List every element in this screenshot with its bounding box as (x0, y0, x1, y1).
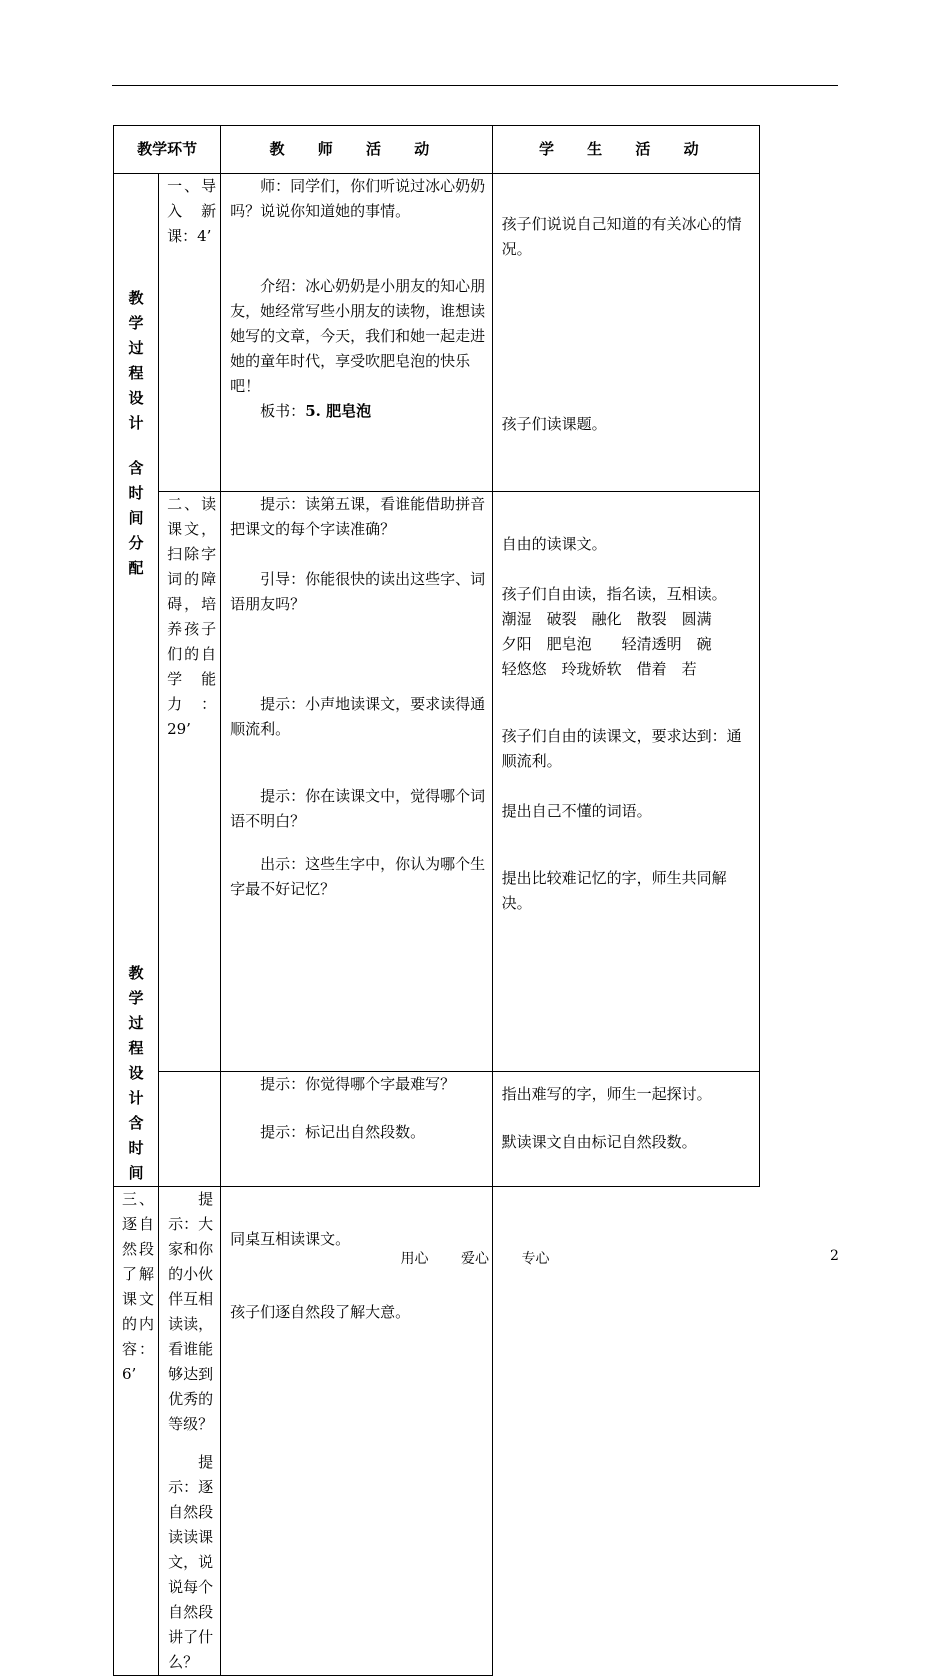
phase-4: 三、逐自然段了解课文的内容：6’ (114, 1187, 159, 1676)
teacher-activity-4: 提示：大家和你的小伙伴互相读读，看谁能够达到优秀的等级？ 提示：逐自然段读读课文，说说每个自然段讲了什么？ (159, 1187, 221, 1676)
student-activity-4: 同桌互相读课文。 孩子们逐自然段了解大意。 (221, 1187, 492, 1676)
header-teaching-stage: 教学环节 (114, 126, 221, 174)
board-title: 5. 肥皂泡 (305, 402, 372, 420)
lesson-plan-table (113, 125, 760, 1676)
word-list: 轻悠悠 玲珑娇软 借着 若 (501, 659, 697, 678)
word-list: 潮湿 破裂 融化 散裂 圆满 (501, 609, 712, 628)
phase-2: 二、读课文，扫除字词的障碍，培养孩子们的自学能力：29’ (159, 491, 221, 1071)
header-teacher-activity: 教 师 活 动 (221, 126, 492, 174)
footer-item: 爱心 (461, 1251, 489, 1267)
footer-item: 用心 (400, 1251, 429, 1267)
teacher-activity-1: 师：同学们，你们听说过冰心奶奶吗？说说你知道她的事情。 介绍：冰心奶奶是小朋友的知心朋友，她经常写些小朋友的读物，谁想读她写的文章，今天，我们和她一起走进她的童年时代，享受吹肥皂泡的快乐吧！ 板书：5. 肥皂泡 (221, 174, 492, 492)
phase-1: 一、导入新课：4’ (159, 174, 221, 492)
table-row (114, 174, 760, 492)
student-activity-3: 指出难写的字，师生一起探讨。 默读课文自由标记自然段数。 (492, 1072, 759, 1187)
table-header-row (114, 126, 760, 174)
student-activity-2: 自由的读课文。 孩子们自由读，指名读，互相读。 潮湿 破裂 融化 散裂 圆满 夕阳 肥皂泡 轻清透明 碗 轻悠悠 玲珑娇软 借着 若 孩子们自由的读课文，要求达到：通顺流利。 提出自己不懂的词语。 提出比较难记忆的字，师生共同解决。 (492, 491, 759, 1071)
table-row (114, 491, 760, 1071)
word-list: 夕阳 肥皂泡 轻清透明 碗 (501, 634, 712, 653)
header-rule (112, 85, 838, 86)
footer-item: 专心 (521, 1251, 550, 1267)
side-label-top: 教 学 过 程 设 计 含 时 间 分 配 教 学 过 程 设 计 含 时 间 (114, 174, 159, 1187)
page-number: 2 (830, 1248, 839, 1264)
student-activity-1: 孩子们说说自己知道的有关冰心的情况。 孩子们读课题。 (492, 174, 759, 492)
teacher-activity-2: 提示：读第五课，看谁能借助拼音把课文的每个字读准确？ 引导：你能很快的读出这些字、词语朋友吗？ 提示：小声地读课文，要求读得通顺流利。 提示：你在读课文中，觉得哪个词语不明白？ 出示：这些生字中，你认为哪个生字最不好记忆？ (221, 491, 492, 1071)
page-footer (0, 1248, 950, 1268)
header-student-activity: 学 生 活 动 (492, 126, 759, 174)
phase-3 (159, 1072, 221, 1187)
table-row (114, 1072, 760, 1187)
teacher-activity-3: 提示：你觉得哪个字最难写？ 提示：标记出自然段数。 (221, 1072, 492, 1187)
